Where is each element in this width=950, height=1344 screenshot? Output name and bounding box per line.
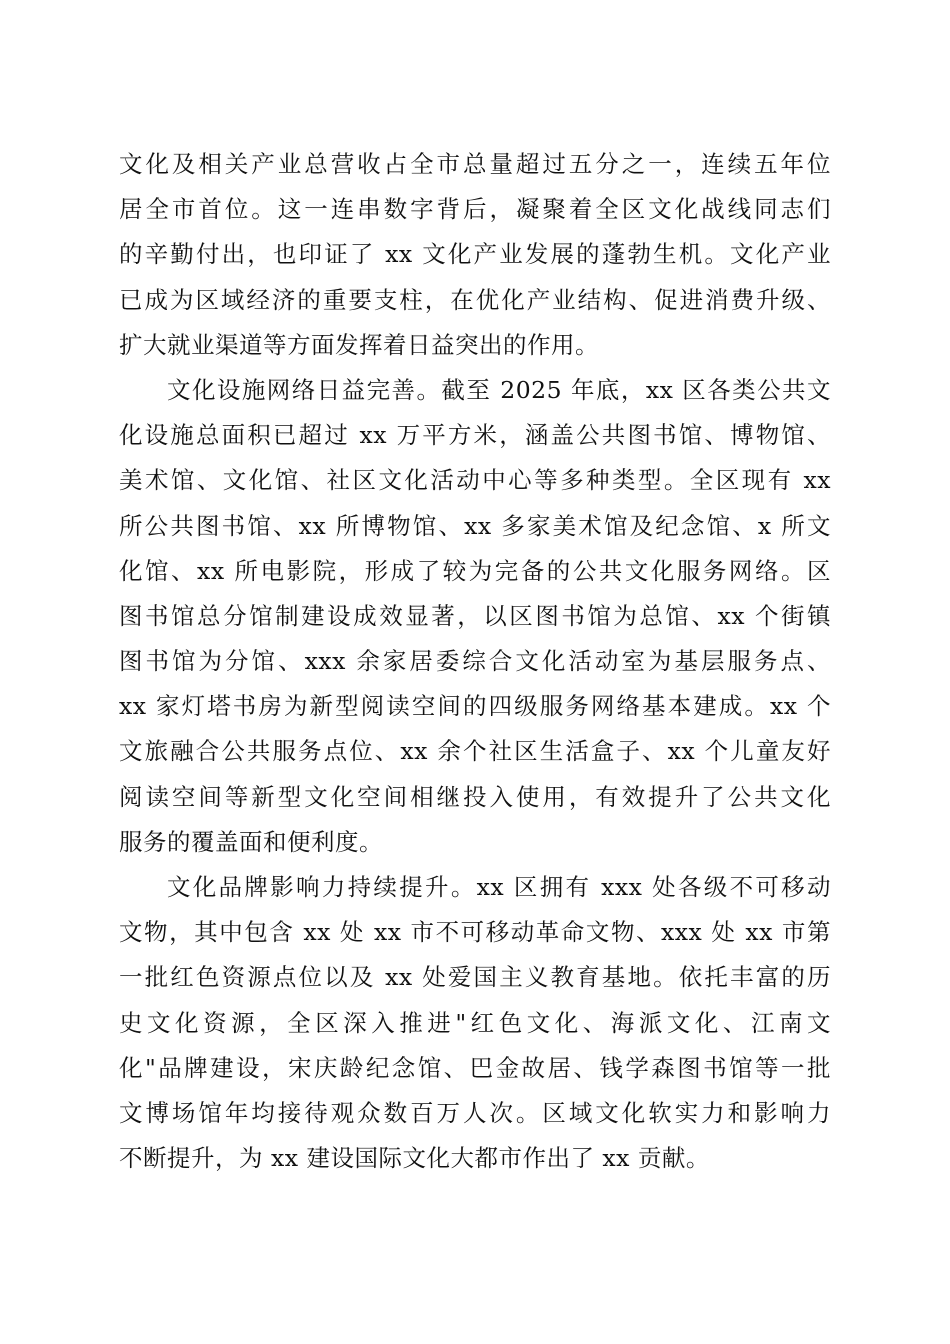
- text-line: 文博场馆年均接待观众数百万人次。区域文化软实力和影响力: [119, 1098, 831, 1127]
- paragraph-3: [119, 865, 831, 1181]
- text-line: 化设施总面积已超过 xx 万平方米，涵盖公共图书馆、博物馆、: [119, 421, 831, 450]
- text-line: 美术馆、文化馆、社区文化活动中心等多种类型。全区现有 xx: [119, 466, 831, 495]
- text-line: 的辛勤付出，也印证了 xx 文化产业发展的蓬勃生机。文化产业: [119, 240, 831, 269]
- text-line: 文化设施网络日益完善。截至 2025 年底，xx 区各类公共文: [167, 375, 831, 404]
- paragraph-2: [119, 368, 831, 865]
- text-line: 化馆、xx 所电影院，形成了较为完备的公共文化服务网络。区: [119, 556, 831, 585]
- text-line: 文旅融合公共服务点位、xx 余个社区生活盒子、xx 个儿童友好: [119, 737, 831, 766]
- text-line: 史文化资源，全区深入推进"红色文化、海派文化、江南文: [119, 1008, 831, 1037]
- text-line: 化"品牌建设，宋庆龄纪念馆、巴金故居、钱学森图书馆等一批: [119, 1053, 831, 1082]
- text-line: 不断提升，为 xx 建设国际文化大都市作出了 xx 贡献。: [119, 1144, 710, 1173]
- text-line: 居全市首位。这一连串数字背后，凝聚着全区文化战线同志们: [119, 195, 831, 224]
- text-line: 扩大就业渠道等方面发挥着日益突出的作用。: [119, 330, 599, 359]
- text-line: 服务的覆盖面和便利度。: [119, 827, 383, 856]
- text-line: 一批红色资源点位以及 xx 处爱国主义教育基地。依托丰富的历: [119, 963, 831, 992]
- text-line: 已成为区域经济的重要支柱，在优化产业结构、促进消费升级、: [119, 285, 831, 314]
- text-line: 图书馆总分馆制建设成效显著，以区图书馆为总馆、xx 个街镇: [119, 601, 831, 630]
- text-line: xx 家灯塔书房为新型阅读空间的四级服务网络基本建成。xx 个: [119, 692, 831, 721]
- text-line: 所公共图书馆、xx 所博物馆、xx 多家美术馆及纪念馆、x 所文: [119, 511, 831, 540]
- body-text: [119, 142, 831, 1181]
- paragraph-1: [119, 142, 831, 368]
- text-line: 文化品牌影响力持续提升。xx 区拥有 xxx 处各级不可移动: [167, 873, 831, 901]
- text-line: 阅读空间等新型文化空间相继投入使用，有效提升了公共文化: [119, 782, 831, 811]
- text-line: 文化及相关产业总营收占全市总量超过五分之一，连续五年位: [119, 150, 831, 178]
- text-line: 图书馆为分馆、xxx 余家居委综合文化活动室为基层服务点、: [119, 647, 831, 676]
- text-line: 文物，其中包含 xx 处 xx 市不可移动革命文物、xxx 处 xx 市第: [119, 918, 831, 947]
